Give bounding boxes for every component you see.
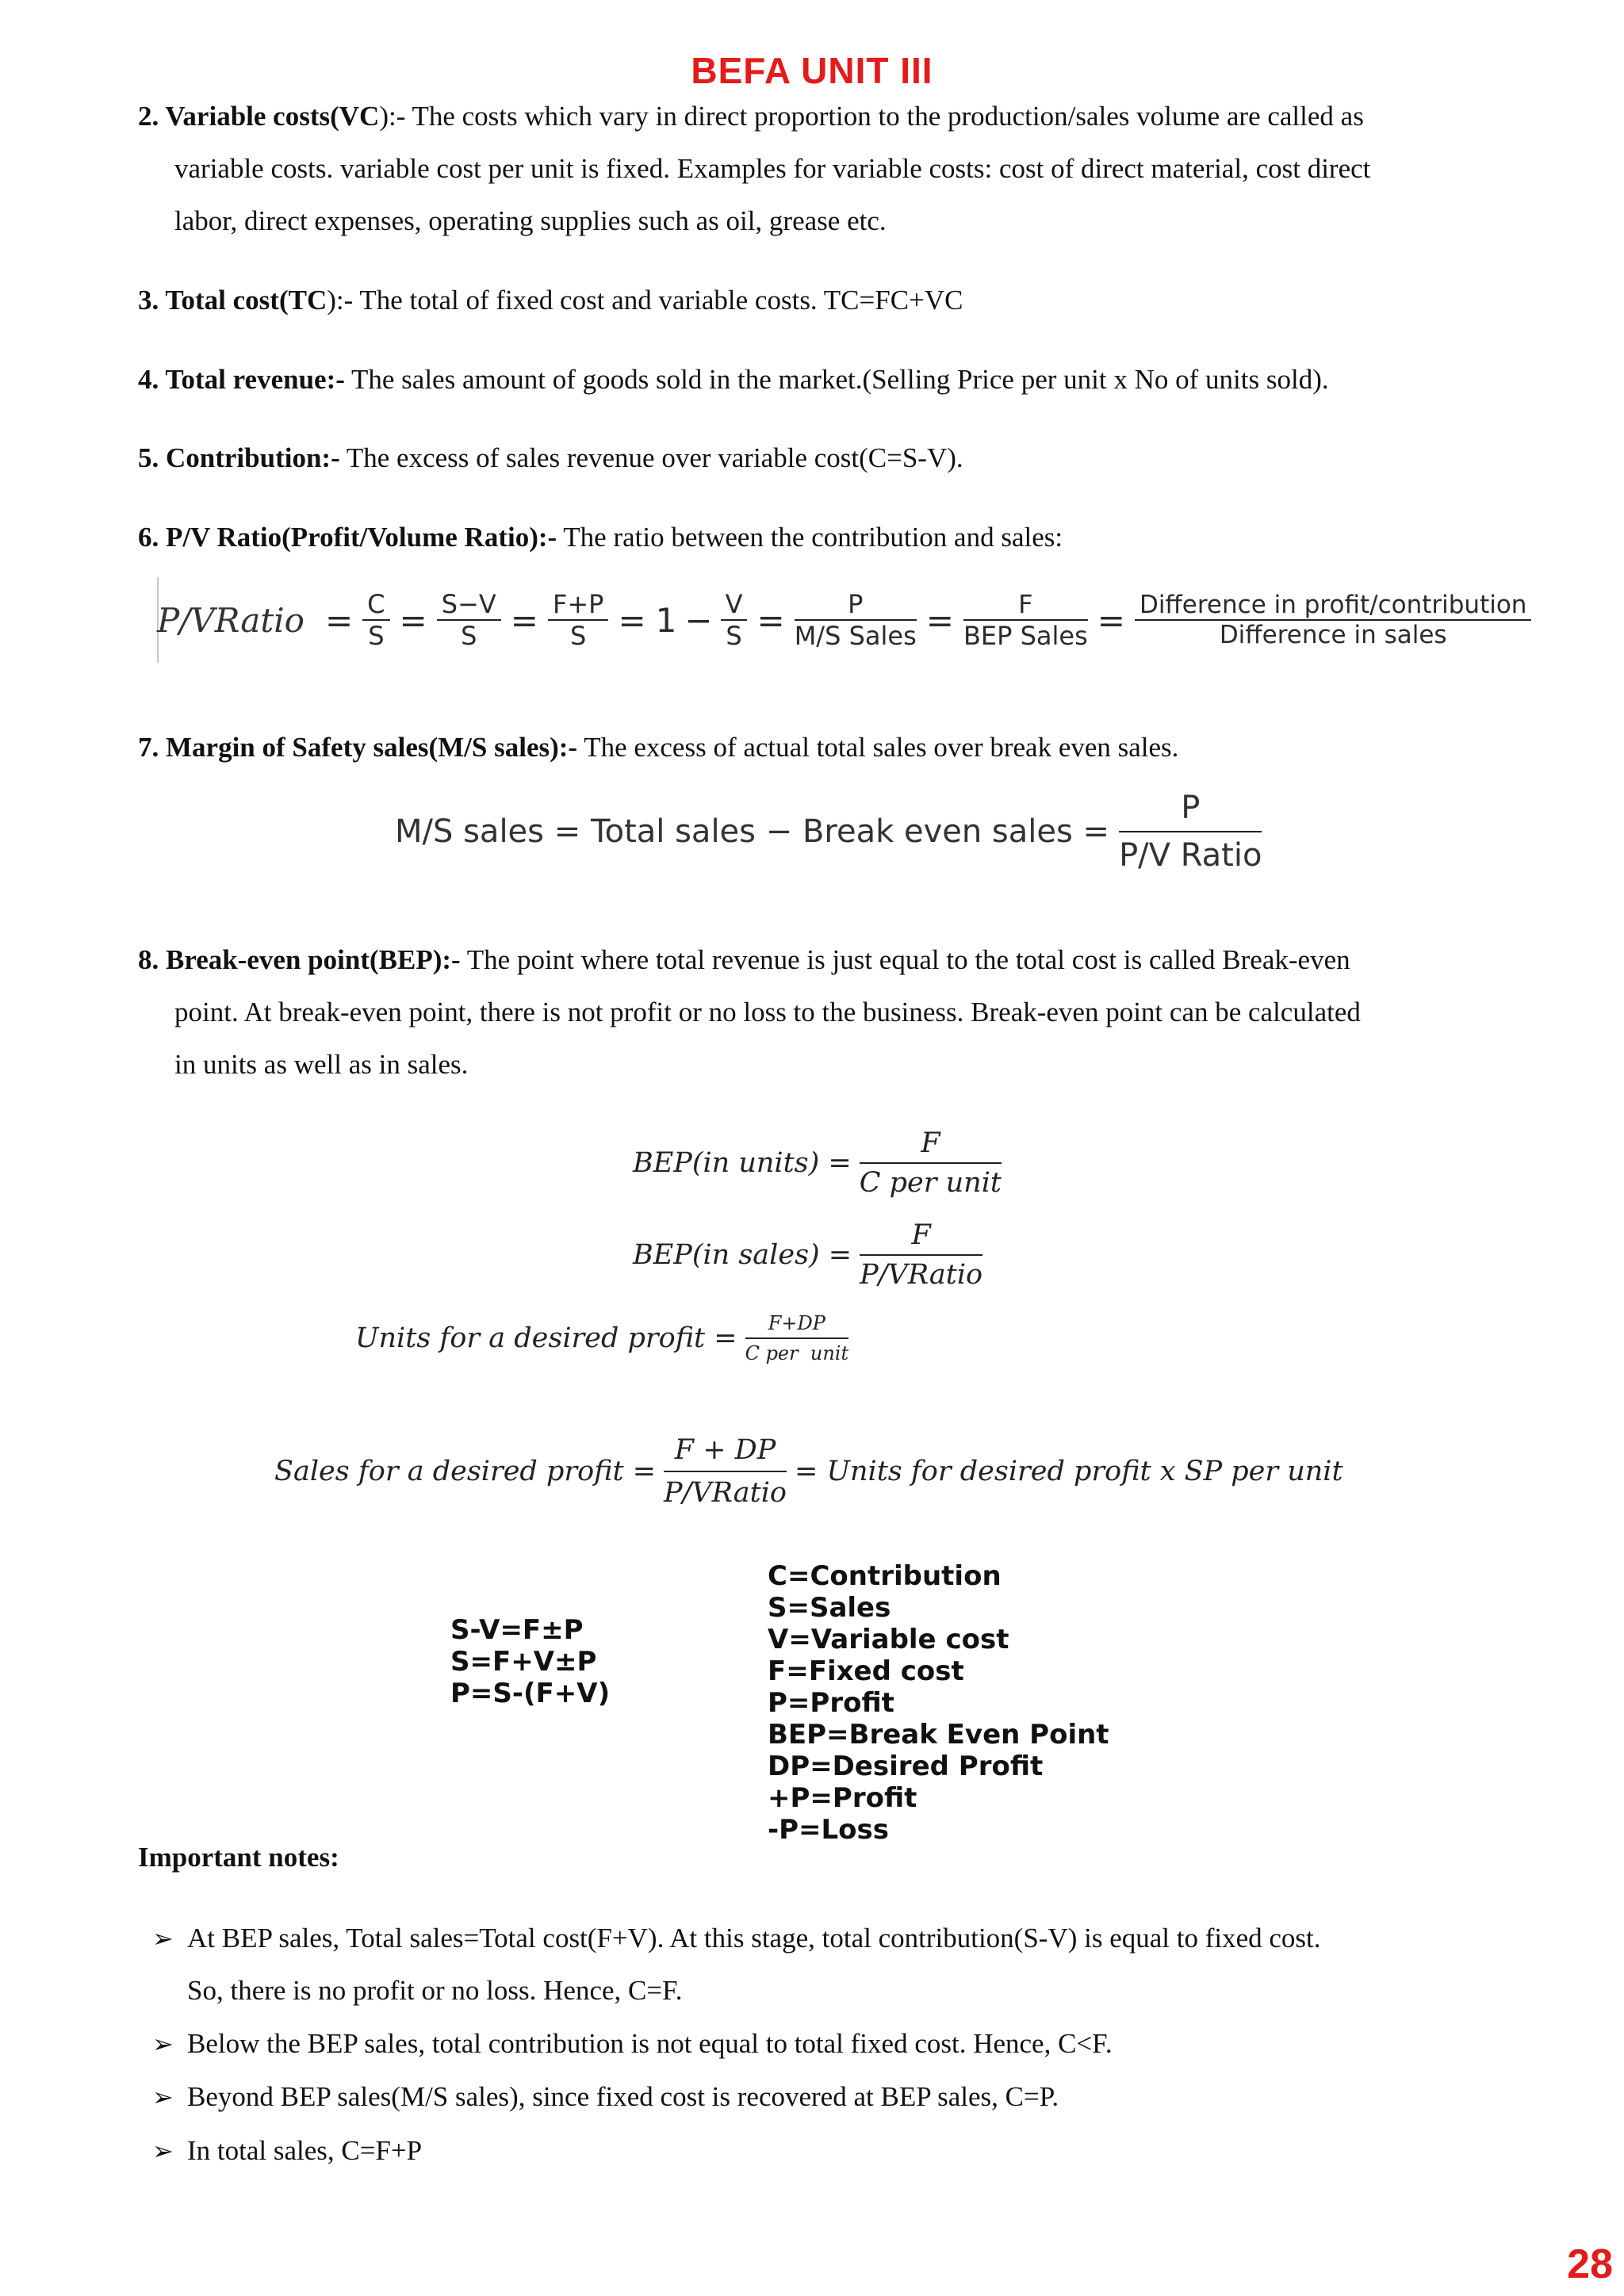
section-text: The point where total revenue is just equal to the total cost is called Break-even [460, 944, 1350, 975]
section-text: The excess of actual total sales over break even sales. [577, 732, 1179, 763]
note-text: Below the BEP sales, total contribution is not equal to total fixed cost. Hence, C<F. [187, 2028, 1113, 2059]
relation-item: S=F+V±P [450, 1646, 597, 1678]
section-heading: 2. Variable costs(VC [138, 101, 380, 132]
ms-sales-formula [395, 780, 1262, 883]
equals-sign: = [925, 600, 954, 640]
section-text: in units as well as in sales. [174, 1049, 469, 1080]
page-title: BEFA UNIT III [691, 50, 933, 91]
equals-sign: = [510, 600, 538, 640]
section-heading: 8. Break-even point(BEP):- [138, 944, 461, 975]
formula-lhs: BEP(in sales) = [633, 1239, 852, 1271]
fraction-f-pv-ratio: $\frac{F}{\text{P/VRatio}}$ [860, 1219, 983, 1291]
relation-item: P=S-(F+V) [450, 1678, 611, 1709]
arrowhead-bullet-icon: ➢ [152, 1923, 174, 1954]
equals-sign: = [756, 600, 785, 640]
section-heading: 4. Total revenue:- [138, 364, 345, 395]
section-heading: 5. Contribution:- [138, 442, 340, 473]
note-item [152, 2125, 1488, 2177]
legend-item: C=Contribution [768, 1560, 1002, 1592]
fraction-f-dp-pv-ratio: $\frac{F + DP}{\text{P/VRatio}}$ [664, 1434, 787, 1509]
section-total-revenue [138, 354, 1486, 406]
fraction-p-pv-ratio: $\frac{P}{\text{P/V Ratio}}$ [1119, 790, 1262, 874]
legend-item: -P=Loss [768, 1814, 890, 1846]
section-break-even-point [138, 934, 1486, 1091]
note-text: At BEP sales, Total sales=Total cost(F+V). At this stage, total contribution(S-V) is equal to fixed cost. [187, 1923, 1321, 1954]
fraction-v-s: $\frac{V}{S}$ [721, 589, 748, 651]
formula-lhs: Sales for a desired profit = [274, 1456, 657, 1487]
section-heading: 6. P/V Ratio(Profit/Volume Ratio):- [138, 522, 557, 553]
legend-item: S=Sales [768, 1592, 891, 1624]
formula-lhs: BEP(in units) = [633, 1147, 852, 1179]
fraction-fp-s: $\frac{F+P}{S}$ [548, 589, 609, 651]
legend-item: P=Profit [768, 1687, 894, 1719]
equals-sign: = [324, 600, 354, 640]
symbol-legend [768, 1560, 1109, 1846]
section-margin-of-safety [138, 721, 1486, 774]
section-text: The ratio between the contribution and sales: [557, 522, 1063, 553]
arrowhead-bullet-icon: ➢ [152, 2136, 174, 2166]
legend-item: DP=Desired Profit [768, 1751, 1044, 1782]
pv-ratio-formula [157, 572, 1584, 668]
section-text: point. At break-even point, there is not profit or no loss to the business. Break-even point can be calculated [174, 997, 1361, 1027]
legend-item: V=Variable cost [768, 1624, 1009, 1655]
section-heading: 7. Margin of Safety sales(M/S sales):- [138, 732, 578, 763]
note-item [152, 1912, 1488, 2017]
notes-heading: Important notes: [138, 1842, 339, 1873]
fraction-c-s: $\frac{C}{S}$ [362, 589, 389, 651]
arrowhead-bullet-icon: ➢ [152, 2082, 174, 2112]
section-text: The sales amount of goods sold in the market.(Selling Price per unit x No of units sold). [344, 364, 1329, 395]
formula-lhs: Units for a desired profit = [355, 1322, 737, 1354]
fraction-difference: $\frac{\text{Difference in profit/contribution}}{\text{Difference in sales}}$ [1135, 591, 1532, 649]
section-heading: 3. Total cost(TC [138, 285, 327, 316]
bep-units-formula [633, 1119, 1002, 1207]
section-pv-ratio [138, 511, 1486, 564]
legend-item: F=Fixed cost [768, 1655, 964, 1687]
section-text: ):- The total of fixed cost and variable costs. TC=FC+VC [327, 285, 963, 316]
fraction-sv-s: $\frac{S-V}{S}$ [437, 589, 501, 651]
section-text: The excess of sales revenue over variable cost(C=S-V). [339, 442, 963, 473]
note-text: So, there is no profit or no loss. Hence, C=F. [187, 1975, 683, 2006]
one: 1 [655, 600, 677, 640]
section-text: labor, direct expenses, operating supplies such as oil, grease etc. [174, 205, 887, 236]
legend-item: +P=Profit [768, 1782, 917, 1814]
arrowhead-bullet-icon: ➢ [152, 2029, 174, 2059]
section-contribution [138, 432, 1486, 484]
section-text: The costs which vary in direct proportion to the production/sales volume are called as [412, 101, 1364, 132]
section-variable-costs [138, 90, 1486, 247]
sales-desired-profit-formula [274, 1424, 1343, 1519]
equals-sign: = [618, 600, 646, 640]
note-item [152, 2018, 1488, 2070]
minus-sign: − [684, 600, 713, 640]
fraction-p-ms-sales: $\frac{P}{\text{M/S Sales}}$ [794, 589, 917, 651]
formula-rhs: = Units for desired profit x SP per unit [795, 1456, 1343, 1487]
page-number: 28 [1567, 2241, 1613, 2287]
note-text: Beyond BEP sales(M/S sales), since fixed cost is recovered at BEP sales, C=P. [187, 2081, 1059, 2112]
section-total-cost [138, 274, 1486, 327]
ms-formula-lhs: M/S sales = Total sales − Break even sales = [395, 813, 1110, 850]
section-text: variable costs. variable cost per unit is fixed. Examples for variable costs: cost of direct material, cost direct [174, 153, 1371, 184]
pv-ratio-lhs: P/VRatio [157, 600, 304, 640]
note-text: In total sales, C=F+P [187, 2135, 423, 2166]
fraction-f-c-per-unit: $\frac{F}{\text{C per unit}}$ [859, 1127, 1002, 1199]
legend-item: BEP=Break Even Point [768, 1719, 1109, 1751]
units-desired-profit-formula [355, 1300, 848, 1376]
equals-sign: = [399, 600, 427, 640]
fraction-f-bep-sales: $\frac{F}{\text{BEP Sales}}$ [963, 589, 1088, 651]
note-item [152, 2071, 1488, 2123]
relations-list [450, 1614, 610, 1709]
bep-sales-formula [633, 1211, 982, 1299]
fraction-f-dp-c-per-unit: $\frac{F+DP}{\text{C per unit}}$ [745, 1312, 849, 1364]
equals-sign: = [1097, 600, 1125, 640]
relation-item: S-V=F±P [450, 1614, 584, 1646]
heading-tail: ):- [379, 101, 412, 132]
